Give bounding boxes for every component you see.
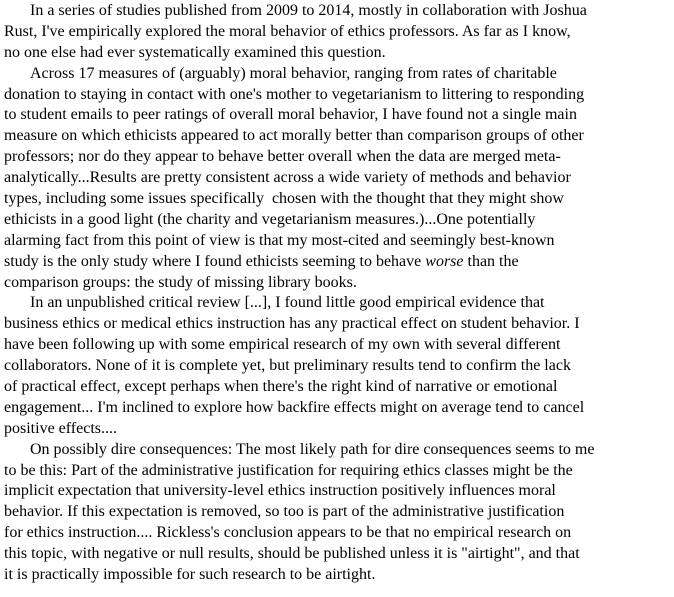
text-line-with-emphasis (4, 252, 670, 273)
text-segment: study is the only study where I found ethicists seeming to behave (4, 252, 426, 270)
text-line: have been following up with some empirical research of my own with several different (4, 336, 561, 354)
text-line: to student emails to peer ratings of overall moral behavior, I have found not a single main (4, 106, 577, 124)
paragraph-1 (4, 1, 670, 64)
paragraph-3 (4, 293, 670, 439)
text-line: behavior. If this expectation is removed, so too is part of the administrative justification (4, 503, 565, 521)
text-line: professors; nor do they appear to behave better overall when the data are merged meta- (4, 148, 561, 166)
text-segment: than the (463, 252, 519, 270)
paragraph-4 (4, 440, 670, 586)
text-line: business ethics or medical ethics instruction has any practical effect on student behavior. I (4, 315, 580, 333)
text-line: Rust, I've empirically explored the moral behavior of ethics professors. As far as I know, (4, 22, 571, 40)
text-line: On possibly dire consequences: The most likely path for dire consequences seems to me (30, 440, 595, 458)
paragraph-2 (4, 64, 670, 294)
emphasis-word: worse (425, 252, 464, 270)
text-line: implicit expectation that university-level ethics instruction positively influences moral (4, 482, 556, 500)
text-line: donation to staying in contact with one's mother to vegetarianism to littering to responding (4, 85, 585, 103)
text-line: positive effects.... (4, 419, 118, 437)
text-line: Across 17 measures of (arguably) moral behavior, ranging from rates of charitable (30, 64, 557, 82)
text-line: In an unpublished critical review [...], I found little good empirical evidence that (30, 294, 545, 312)
text-line: no one else had ever systematically examined this question. (4, 43, 386, 61)
text-line: this topic, with negative or null results, should be published unless it is "airtight", and that (4, 545, 580, 563)
text-line: comparison groups: the study of missing library books. (4, 273, 357, 291)
text-line: engagement... I'm inclined to explore how backfire effects might on average tend to cancel (4, 398, 585, 416)
text-line: for ethics instruction.... Rickless's conclusion appears to be that no empirical research on (4, 524, 572, 542)
text-line: to be this: Part of the administrative justification for requiring ethics classes might be the (4, 461, 573, 479)
text-line: ethicists in a good light (the charity and vegetarianism measures.)...One potentially (4, 210, 536, 228)
text-line: of practical effect, except perhaps when there's the right kind of narrative or emotional (4, 378, 558, 396)
text-line: analytically...Results are pretty consistent across a wide variety of methods and behavior (4, 169, 571, 187)
text-line: alarming fact from this point of view is that my most-cited and seemingly best-known (4, 231, 555, 249)
text-line: types, including some issues specifically chosen with the thought that they might show (4, 190, 564, 208)
text-line: collaborators. None of it is complete yet, but preliminary results tend to confirm the lack (4, 357, 571, 375)
text-line: In a series of studies published from 2009 to 2014, mostly in collaboration with Joshua (30, 2, 587, 19)
text-line: measure on which ethicists appeared to act morally better than comparison groups of other (4, 127, 584, 145)
text-line: it is practically impossible for such research to be airtight. (4, 566, 376, 584)
